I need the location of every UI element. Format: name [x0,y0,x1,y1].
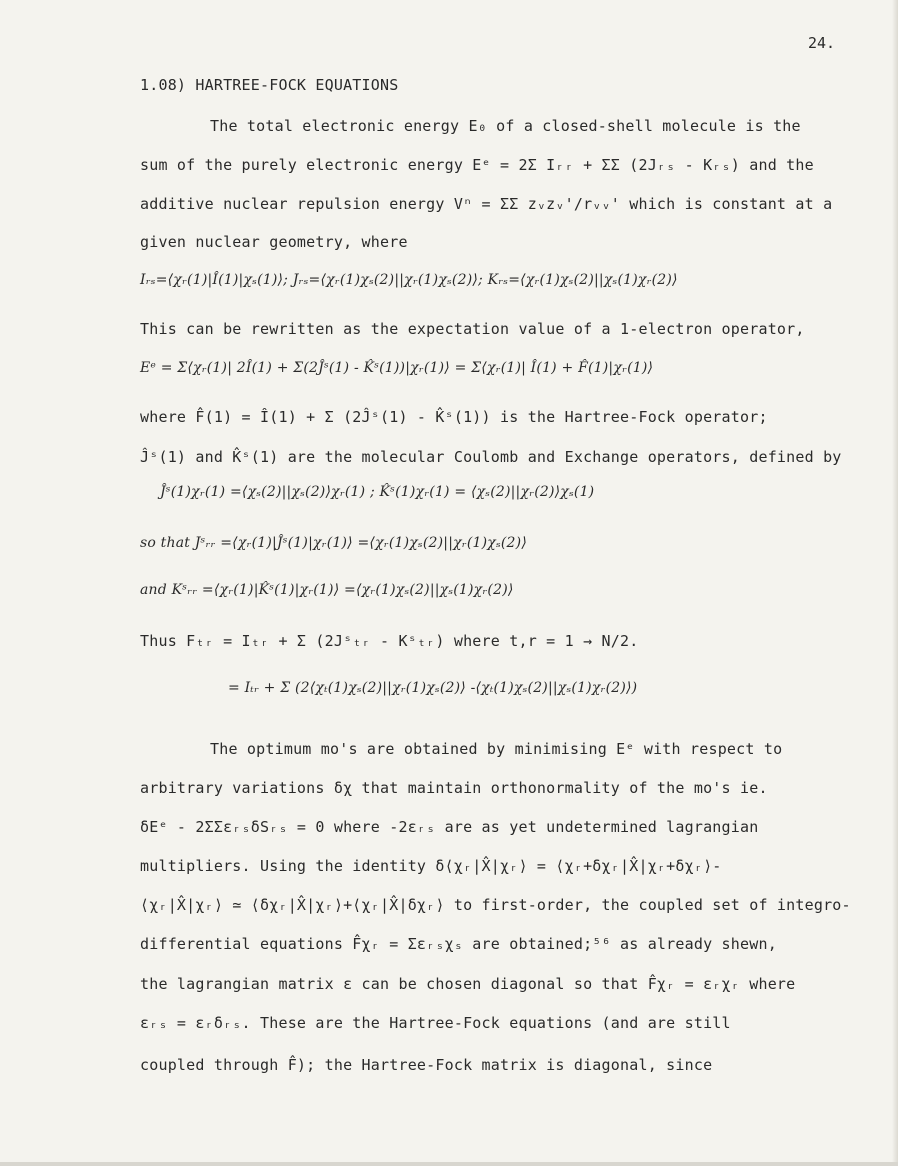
text-line-3: additive nuclear repulsion energy Vⁿ = ΣΣ zᵥzᵥ'/rᵥᵥ' which is constant at a [140,195,833,213]
page-bottom-edge [0,1162,898,1166]
text-line-9: Ĵˢ(1) and K̂ˢ(1) are the molecular Coulomb and Exchange operators, defined by [140,448,842,466]
equation-operators: Ĵˢ(1)χᵣ(1) =⟨χₛ(2)||χₛ(2)⟩χᵣ(1) ; K̂ˢ(1)χᵣ(1) = ⟨χₛ(2)||χᵣ(2)⟩χₛ(1) [160,484,595,500]
equation-jrr: so that Jˢᵣᵣ =⟨χᵣ(1)|Ĵˢ(1)|χᵣ(1)⟩ =⟨χᵣ(1)χₛ(2)||χᵣ(1)χₛ(2)⟩ [140,535,527,551]
text-line-16: arbitrary variations δχ that maintain orthonormality of the mo's ie. [140,779,768,797]
equation-ftr-expanded: = Iₜᵣ + Σ (2⟨χₜ(1)χₛ(2)||χᵣ(1)χₛ(2)⟩ -⟨χₜ(1)χₛ(2)||χₛ(1)χᵣ(2)⟩) [228,680,638,696]
text-line-20: differential equations F̂χᵣ = Σεᵣₛχₛ are obtained;⁵⁶ as already shewn, [140,935,777,953]
text-line-21: the lagrangian matrix ε can be chosen diagonal so that F̂χᵣ = εᵣχᵣ where [140,975,796,993]
equation-integrals: Iᵣₛ=⟨χᵣ(1)|Î(1)|χₛ(1)⟩; Jᵣₛ=⟨χᵣ(1)χₛ(2)||χᵣ(1)χₛ(2)⟩; Kᵣₛ=⟨χᵣ(1)χₛ(2)||χₛ(1)χᵣ(2)⟩ [140,272,678,288]
text-line-18: multipliers. Using the identity δ⟨χᵣ|X̂|χᵣ⟩ = ⟨χᵣ+δχᵣ|X̂|χᵣ+δχᵣ⟩- [140,857,722,875]
text-line-4: given nuclear geometry, where [140,233,408,251]
text-line-23: coupled through F̂); the Hartree-Fock matrix is diagonal, since [140,1056,713,1074]
text-line-15: The optimum mo's are obtained by minimising Eᵉ with respect to [210,740,783,758]
equation-ftr: Thus Fₜᵣ = Iₜᵣ + Σ (2Jˢₜᵣ - Kˢₜᵣ) where t,r = 1 → N/2. [140,632,639,650]
text-line-17: δEᵉ - 2ΣΣεᵣₛδSᵣₛ = 0 where -2εᵣₛ are as yet undetermined lagrangian [140,818,759,836]
text-line-8: where F̂(1) = Î(1) + Σ (2Ĵˢ(1) - K̂ˢ(1)) is the Hartree-Fock operator; [140,408,768,426]
section-heading: 1.08) HARTREE-FOCK EQUATIONS [140,76,399,94]
page-number: 24. [808,34,836,52]
equation-krr: and Kˢᵣᵣ =⟨χᵣ(1)|K̂ˢ(1)|χᵣ(1)⟩ =⟨χᵣ(1)χₛ(2)||χₛ(1)χᵣ(2)⟩ [140,582,514,598]
page-edge-shadow [892,0,898,1166]
text-line-22: εᵣₛ = εᵣδᵣₛ. These are the Hartree-Fock equations (and are still [140,1014,731,1032]
equation-energy: Eᵉ = Σ⟨χᵣ(1)| 2Î(1) + Σ(2Ĵˢ(1) - K̂ˢ(1))|χᵣ(1)⟩ = Σ⟨χᵣ(1)| Î(1) + F̂(1)|χᵣ(1)⟩ [140,360,654,376]
text-line-2: sum of the purely electronic energy Eᵉ = 2Σ Iᵣᵣ + ΣΣ (2Jᵣₛ - Kᵣₛ) and the [140,156,814,174]
text-line-1: The total electronic energy E₀ of a closed-shell molecule is the [210,117,801,135]
text-line-19: ⟨χᵣ|X̂|χᵣ⟩ ≃ ⟨δχᵣ|X̂|χᵣ⟩+⟨χᵣ|X̂|δχᵣ⟩ to first-order, the coupled set of integro- [140,896,851,914]
text-line-6: This can be rewritten as the expectation value of a 1-electron operator, [140,320,805,338]
